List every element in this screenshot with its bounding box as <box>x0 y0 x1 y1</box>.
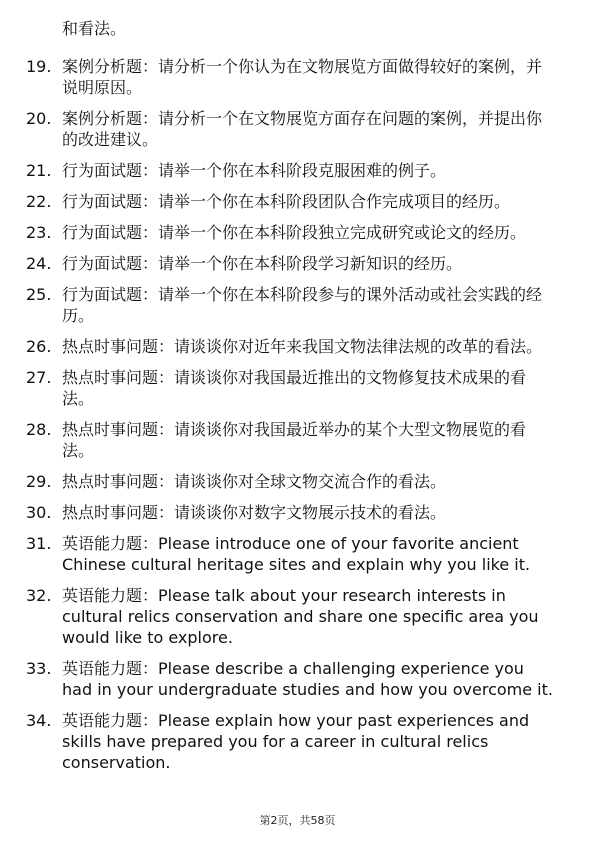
item-number: 20. <box>26 109 52 128</box>
item-number: 31. <box>26 534 52 553</box>
item-number: 26. <box>26 337 52 356</box>
item-number: 33. <box>26 659 52 678</box>
list-item <box>0 253 595 274</box>
item-text: 英语能力题：Please introduce one of your favorite ancient Chinese cultural heritage sites and explain why you like it. <box>62 534 531 574</box>
item-text: 热点时事问题：请谈谈你对我国最近举办的某个大型文物展览的看法。 <box>62 420 527 460</box>
question-list <box>0 56 595 783</box>
item-number: 32. <box>26 586 52 605</box>
item-number: 23. <box>26 223 52 242</box>
item-number: 29. <box>26 472 52 491</box>
list-item <box>0 533 595 575</box>
list-item <box>0 367 595 409</box>
list-item <box>0 502 595 523</box>
item-text: 行为面试题：请举一个你在本科阶段独立完成研究或论文的经历。 <box>62 223 527 242</box>
list-item <box>0 108 595 150</box>
item-text: 行为面试题：请举一个你在本科阶段学习新知识的经历。 <box>62 254 463 273</box>
list-item <box>0 336 595 357</box>
item-text: 案例分析题：请分析一个在文物展览方面存在问题的案例，并提出你的改进建议。 <box>62 109 543 149</box>
list-item <box>0 658 595 700</box>
item-text: 行为面试题：请举一个你在本科阶段参与的课外活动或社会实践的经历。 <box>62 285 543 325</box>
item-number: 27. <box>26 368 52 387</box>
item-number: 21. <box>26 161 52 180</box>
page-footer <box>0 814 595 828</box>
item-number: 30. <box>26 503 52 522</box>
item-number: 34. <box>26 711 52 730</box>
item-text: 英语能力题：Please explain how your past experiences and skills have prepared you for a career in cultural relics conservation. <box>62 711 530 772</box>
item-text: 行为面试题：请举一个你在本科阶段团队合作完成项目的经历。 <box>62 192 511 211</box>
item-text: 英语能力题：Please describe a challenging experience you had in your undergraduate studies and how you overcome it. <box>62 659 553 699</box>
list-item <box>0 56 595 98</box>
item-number: 24. <box>26 254 52 273</box>
list-item <box>0 284 595 326</box>
list-item <box>0 160 595 181</box>
item-number: 25. <box>26 285 52 304</box>
item-number: 22. <box>26 192 52 211</box>
list-item <box>0 419 595 461</box>
list-item <box>0 471 595 492</box>
item-text: 案例分析题：请分析一个你认为在文物展览方面做得较好的案例，并说明原因。 <box>62 57 543 97</box>
item-text: 热点时事问题：请谈谈你对数字文物展示技术的看法。 <box>62 503 447 522</box>
list-item <box>0 585 595 648</box>
list-item <box>0 710 595 773</box>
item-number: 28. <box>26 420 52 439</box>
list-item <box>0 222 595 243</box>
page-number-label: 第2页，共58页 <box>259 814 336 827</box>
item-number: 19. <box>26 57 52 76</box>
item-text: 英语能力题：Please talk about your research interests in cultural relics conservation and share one specific area you would like to explore. <box>62 586 539 647</box>
list-item <box>0 191 595 212</box>
item-text: 热点时事问题：请谈谈你对全球文物交流合作的看法。 <box>62 472 447 491</box>
item-text: 热点时事问题：请谈谈你对我国最近推出的文物修复技术成果的看法。 <box>62 368 527 408</box>
item-text: 热点时事问题：请谈谈你对近年来我国文物法律法规的改革的看法。 <box>62 337 543 356</box>
item-text: 行为面试题：请举一个你在本科阶段克服困难的例子。 <box>62 161 447 180</box>
continuation-text: 和看法。 <box>62 19 127 38</box>
